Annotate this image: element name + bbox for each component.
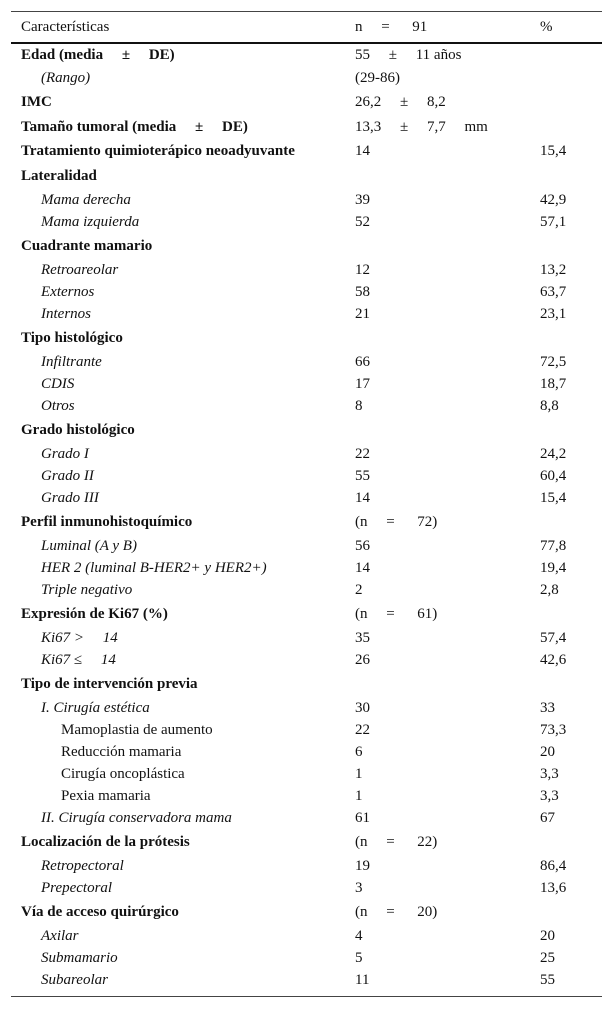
row-n-value: 1 [355, 766, 363, 782]
row-label: Tipo de intervención previa [21, 676, 198, 692]
row-label: Vía de acceso quirúrgico [21, 904, 179, 920]
table-row [11, 140, 602, 162]
row-percent-value: 13,2 [540, 262, 567, 278]
table-row [11, 511, 602, 533]
row-n-value: 22 [355, 446, 370, 462]
row-n-value: 3 [355, 880, 363, 896]
header-n: n = 91 [355, 19, 428, 35]
row-n-value: 12 [355, 262, 370, 278]
row-n-value: 26 [355, 652, 370, 668]
table-row [11, 189, 602, 211]
table-row [11, 855, 602, 877]
row-percent-value: 57,4 [540, 630, 567, 646]
table-row [11, 877, 602, 899]
row-n-value: 8 [355, 398, 363, 414]
row-percent-value: 23,1 [540, 306, 567, 322]
row-label: CDIS [41, 376, 75, 392]
row-n-value: 11 [355, 972, 370, 988]
row-n-value: 26,2 ± 8,2 [355, 94, 446, 110]
row-label: Mama izquierda [41, 214, 140, 230]
row-percent-value: 20 [540, 928, 555, 944]
table-row [11, 165, 602, 187]
row-label: Subareolar [41, 972, 108, 988]
table-row [11, 627, 602, 649]
table-row [11, 465, 602, 487]
table-bottom-rule [11, 996, 602, 997]
row-percent-value: 42,6 [540, 652, 567, 668]
row-n-value: 52 [355, 214, 370, 230]
row-n-value: 4 [355, 928, 363, 944]
row-percent-value: 15,4 [540, 490, 567, 506]
table-row [11, 741, 602, 763]
table-row [11, 697, 602, 719]
row-percent-value: 20 [540, 744, 555, 760]
row-label: Tamaño tumoral (media ± DE) [21, 119, 248, 135]
table-row [11, 673, 602, 695]
row-label: Triple negativo [41, 582, 133, 598]
row-n-value: 66 [355, 354, 370, 370]
table-row [11, 649, 602, 671]
row-n-value: (n = 22) [355, 834, 438, 850]
row-label: Internos [41, 306, 91, 322]
row-percent-value: 77,8 [540, 538, 567, 554]
row-percent-value: 2,8 [540, 582, 559, 598]
row-n-value: 22 [355, 722, 370, 738]
row-label: Reducción mamaria [61, 744, 182, 760]
row-label: II. Cirugía conservadora mama [41, 810, 232, 826]
row-percent-value: 18,7 [540, 376, 567, 392]
row-label: Grado II [41, 468, 94, 484]
row-label: Ki67 ≤ 14 [41, 652, 116, 668]
row-label: I. Cirugía estética [41, 700, 150, 716]
table-row [11, 281, 602, 303]
row-percent-value: 55 [540, 972, 555, 988]
table-row [11, 925, 602, 947]
row-percent-value: 33 [540, 700, 555, 716]
row-percent-value: 63,7 [540, 284, 567, 300]
row-label: Mama derecha [41, 192, 131, 208]
table-row [11, 557, 602, 579]
row-label: Tratamiento quimioterápico neoadyuvante [21, 143, 295, 159]
row-n-value: 39 [355, 192, 370, 208]
row-n-value: 55 [355, 468, 370, 484]
table-row [11, 259, 602, 281]
row-n-value: (n = 20) [355, 904, 438, 920]
row-percent-value: 25 [540, 950, 555, 966]
row-label: Prepectoral [41, 880, 113, 896]
table-row [11, 91, 602, 113]
row-n-value: 13,3 ± 7,7 mm [355, 119, 488, 135]
row-label: Otros [41, 398, 75, 414]
row-percent-value: 13,6 [540, 880, 567, 896]
row-percent-value: 72,5 [540, 354, 567, 370]
row-n-value: 14 [355, 143, 370, 159]
row-n-value: 5 [355, 950, 363, 966]
table-row [11, 235, 602, 257]
table-row [11, 487, 602, 509]
table-row [11, 603, 602, 625]
row-label: IMC [21, 94, 52, 110]
row-label: (Rango) [41, 70, 91, 86]
row-label: Infiltrante [41, 354, 102, 370]
row-n-value: 55 ± 11 años [355, 47, 462, 63]
row-label: Expresión de Ki67 (%) [21, 606, 168, 622]
table-header-row [11, 12, 602, 42]
row-label: Luminal (A y B) [41, 538, 137, 554]
row-n-value: (n = 72) [355, 514, 438, 530]
row-n-value: 19 [355, 858, 370, 874]
table-row [11, 719, 602, 741]
row-label: Retroareolar [41, 262, 119, 278]
row-n-value: 2 [355, 582, 363, 598]
row-percent-value: 19,4 [540, 560, 567, 576]
table-row [11, 373, 602, 395]
table-row [11, 303, 602, 325]
header-percent: % [540, 19, 553, 35]
row-label: Cirugía oncoplástica [61, 766, 185, 782]
row-n-value: (n = 61) [355, 606, 438, 622]
row-n-value: (29-86) [355, 70, 400, 86]
row-n-value: 56 [355, 538, 370, 554]
row-percent-value: 3,3 [540, 766, 559, 782]
row-label: Retropectoral [41, 858, 124, 874]
row-label: Ki67 > 14 [41, 630, 118, 646]
row-label: Cuadrante mamario [21, 238, 153, 254]
table-row [11, 969, 602, 991]
table-row [11, 443, 602, 465]
row-n-value: 21 [355, 306, 370, 322]
row-percent-value: 42,9 [540, 192, 567, 208]
row-label: Mamoplastia de aumento [61, 722, 213, 738]
row-n-value: 58 [355, 284, 370, 300]
table-row [11, 763, 602, 785]
row-percent-value: 8,8 [540, 398, 559, 414]
row-percent-value: 24,2 [540, 446, 567, 462]
row-n-value: 6 [355, 744, 363, 760]
row-n-value: 17 [355, 376, 370, 392]
row-n-value: 14 [355, 490, 370, 506]
row-label: Axilar [41, 928, 79, 944]
row-percent-value: 15,4 [540, 143, 567, 159]
row-n-value: 30 [355, 700, 370, 716]
table-row [11, 901, 602, 923]
row-n-value: 14 [355, 560, 370, 576]
row-label: Localización de la prótesis [21, 834, 190, 850]
row-label: Lateralidad [21, 168, 97, 184]
table-row [11, 351, 602, 373]
table-row [11, 116, 602, 138]
row-label: Pexia mamaria [61, 788, 151, 804]
row-label: Grado histológico [21, 422, 135, 438]
table-row [11, 535, 602, 557]
row-label: Externos [41, 284, 95, 300]
table-row [11, 44, 602, 66]
row-percent-value: 86,4 [540, 858, 567, 874]
row-label: Submamario [41, 950, 118, 966]
row-label: Grado III [41, 490, 99, 506]
table-row [11, 419, 602, 441]
table-row [11, 327, 602, 349]
row-label: HER 2 (luminal B-HER2+ y HER2+) [41, 560, 267, 576]
table-row [11, 395, 602, 417]
table-row [11, 579, 602, 601]
table-row [11, 785, 602, 807]
table-row [11, 947, 602, 969]
table-row [11, 211, 602, 233]
row-percent-value: 3,3 [540, 788, 559, 804]
table-row [11, 807, 602, 829]
row-label: Tipo histológico [21, 330, 123, 346]
table-row [11, 67, 602, 89]
row-n-value: 35 [355, 630, 370, 646]
row-n-value: 1 [355, 788, 363, 804]
row-label: Grado I [41, 446, 89, 462]
header-characteristics: Características [21, 19, 110, 35]
row-percent-value: 67 [540, 810, 555, 826]
row-percent-value: 60,4 [540, 468, 567, 484]
row-n-value: 61 [355, 810, 370, 826]
row-label: Edad (media ± DE) [21, 47, 175, 63]
table-row [11, 831, 602, 853]
row-label: Perfil inmunohistoquímico [21, 514, 193, 530]
row-percent-value: 57,1 [540, 214, 567, 230]
row-percent-value: 73,3 [540, 722, 567, 738]
